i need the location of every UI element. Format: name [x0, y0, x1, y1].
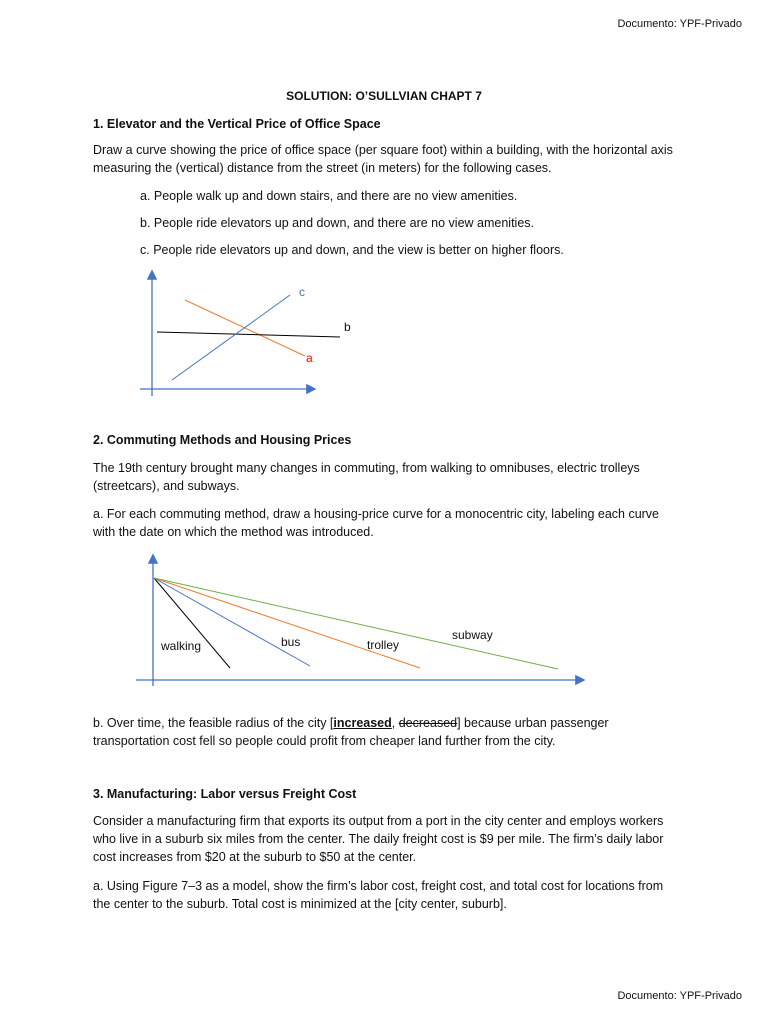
subway-label: subway	[452, 628, 493, 642]
trolley-curve	[154, 578, 420, 668]
curve-a-label: a	[306, 351, 313, 365]
curve-c-line	[172, 295, 290, 380]
part-b-text-end: ] because urban passenger transportation cost fell so people could profit from cheaper land further from the city.	[93, 716, 609, 748]
bus-label: bus	[281, 635, 301, 649]
section1-case-a: a. People walk up and down stairs, and there are no view amenities.	[140, 189, 518, 203]
walking-curve	[154, 578, 230, 668]
section3-part-a: a. Using Figure 7–3 as a model, show the firm’s labor cost, freight cost, and total cost for locations from the center to the suburb. Total cost is minimized at the [city center, suburb].	[93, 879, 664, 911]
section1-heading: 1. Elevator and the Vertical Price of Office Space	[93, 117, 381, 131]
page-title: SOLUTION: O’SULLVIAN CHAPT 7	[286, 89, 482, 103]
part-b-text-start: b. Over time, the feasible radius of the city [	[93, 716, 334, 730]
curve-b-label: b	[344, 320, 351, 334]
curve-c-label: c	[299, 285, 305, 299]
answer-increased: increased	[333, 716, 392, 730]
subway-curve	[154, 578, 558, 669]
office-price-diagram	[140, 272, 351, 396]
section2-part-b	[93, 714, 683, 750]
curve-b-line	[157, 332, 340, 337]
section2-part-a: a. For each commuting method, draw a housing-price curve for a monocentric city, labeling each curve with the date on which the method was introduced.	[93, 507, 660, 539]
section1-intro: Draw a curve showing the price of office space (per square foot) within a building, with the horizontal axis measuring the (vertical) distance from the street (in meters) for the following cases.	[93, 143, 673, 175]
walking-label: walking	[161, 639, 202, 653]
section1-case-b: b. People ride elevators up and down, and there are no view amenities.	[140, 216, 534, 230]
section3-heading: 3. Manufacturing: Labor versus Freight Cost	[93, 787, 357, 801]
section1-case-c: c. People ride elevators up and down, and the view is better on higher floors.	[140, 243, 564, 257]
document-header-label: Documento: YPF-Privado	[617, 18, 742, 30]
part-b-separator: ,	[391, 716, 399, 730]
section2-intro: The 19th century brought many changes in commuting, from walking to omnibuses, electric trolleys (streetcars), and subways.	[93, 461, 640, 493]
option-decreased-struck: decreased	[398, 716, 458, 730]
document-footer-label: Documento: YPF-Privado	[617, 990, 742, 1002]
housing-price-diagram	[136, 556, 583, 686]
trolley-label: trolley	[367, 638, 400, 652]
section3-intro: Consider a manufacturing firm that exports its output from a port in the city center and employs workers who live in a suburb six miles from the center. The daily freight cost is $9 per mile. The firm’s daily labor cost increases from $20 at the suburb to $50 at the center.	[93, 814, 664, 864]
section2-heading: 2. Commuting Methods and Housing Prices	[93, 433, 352, 447]
